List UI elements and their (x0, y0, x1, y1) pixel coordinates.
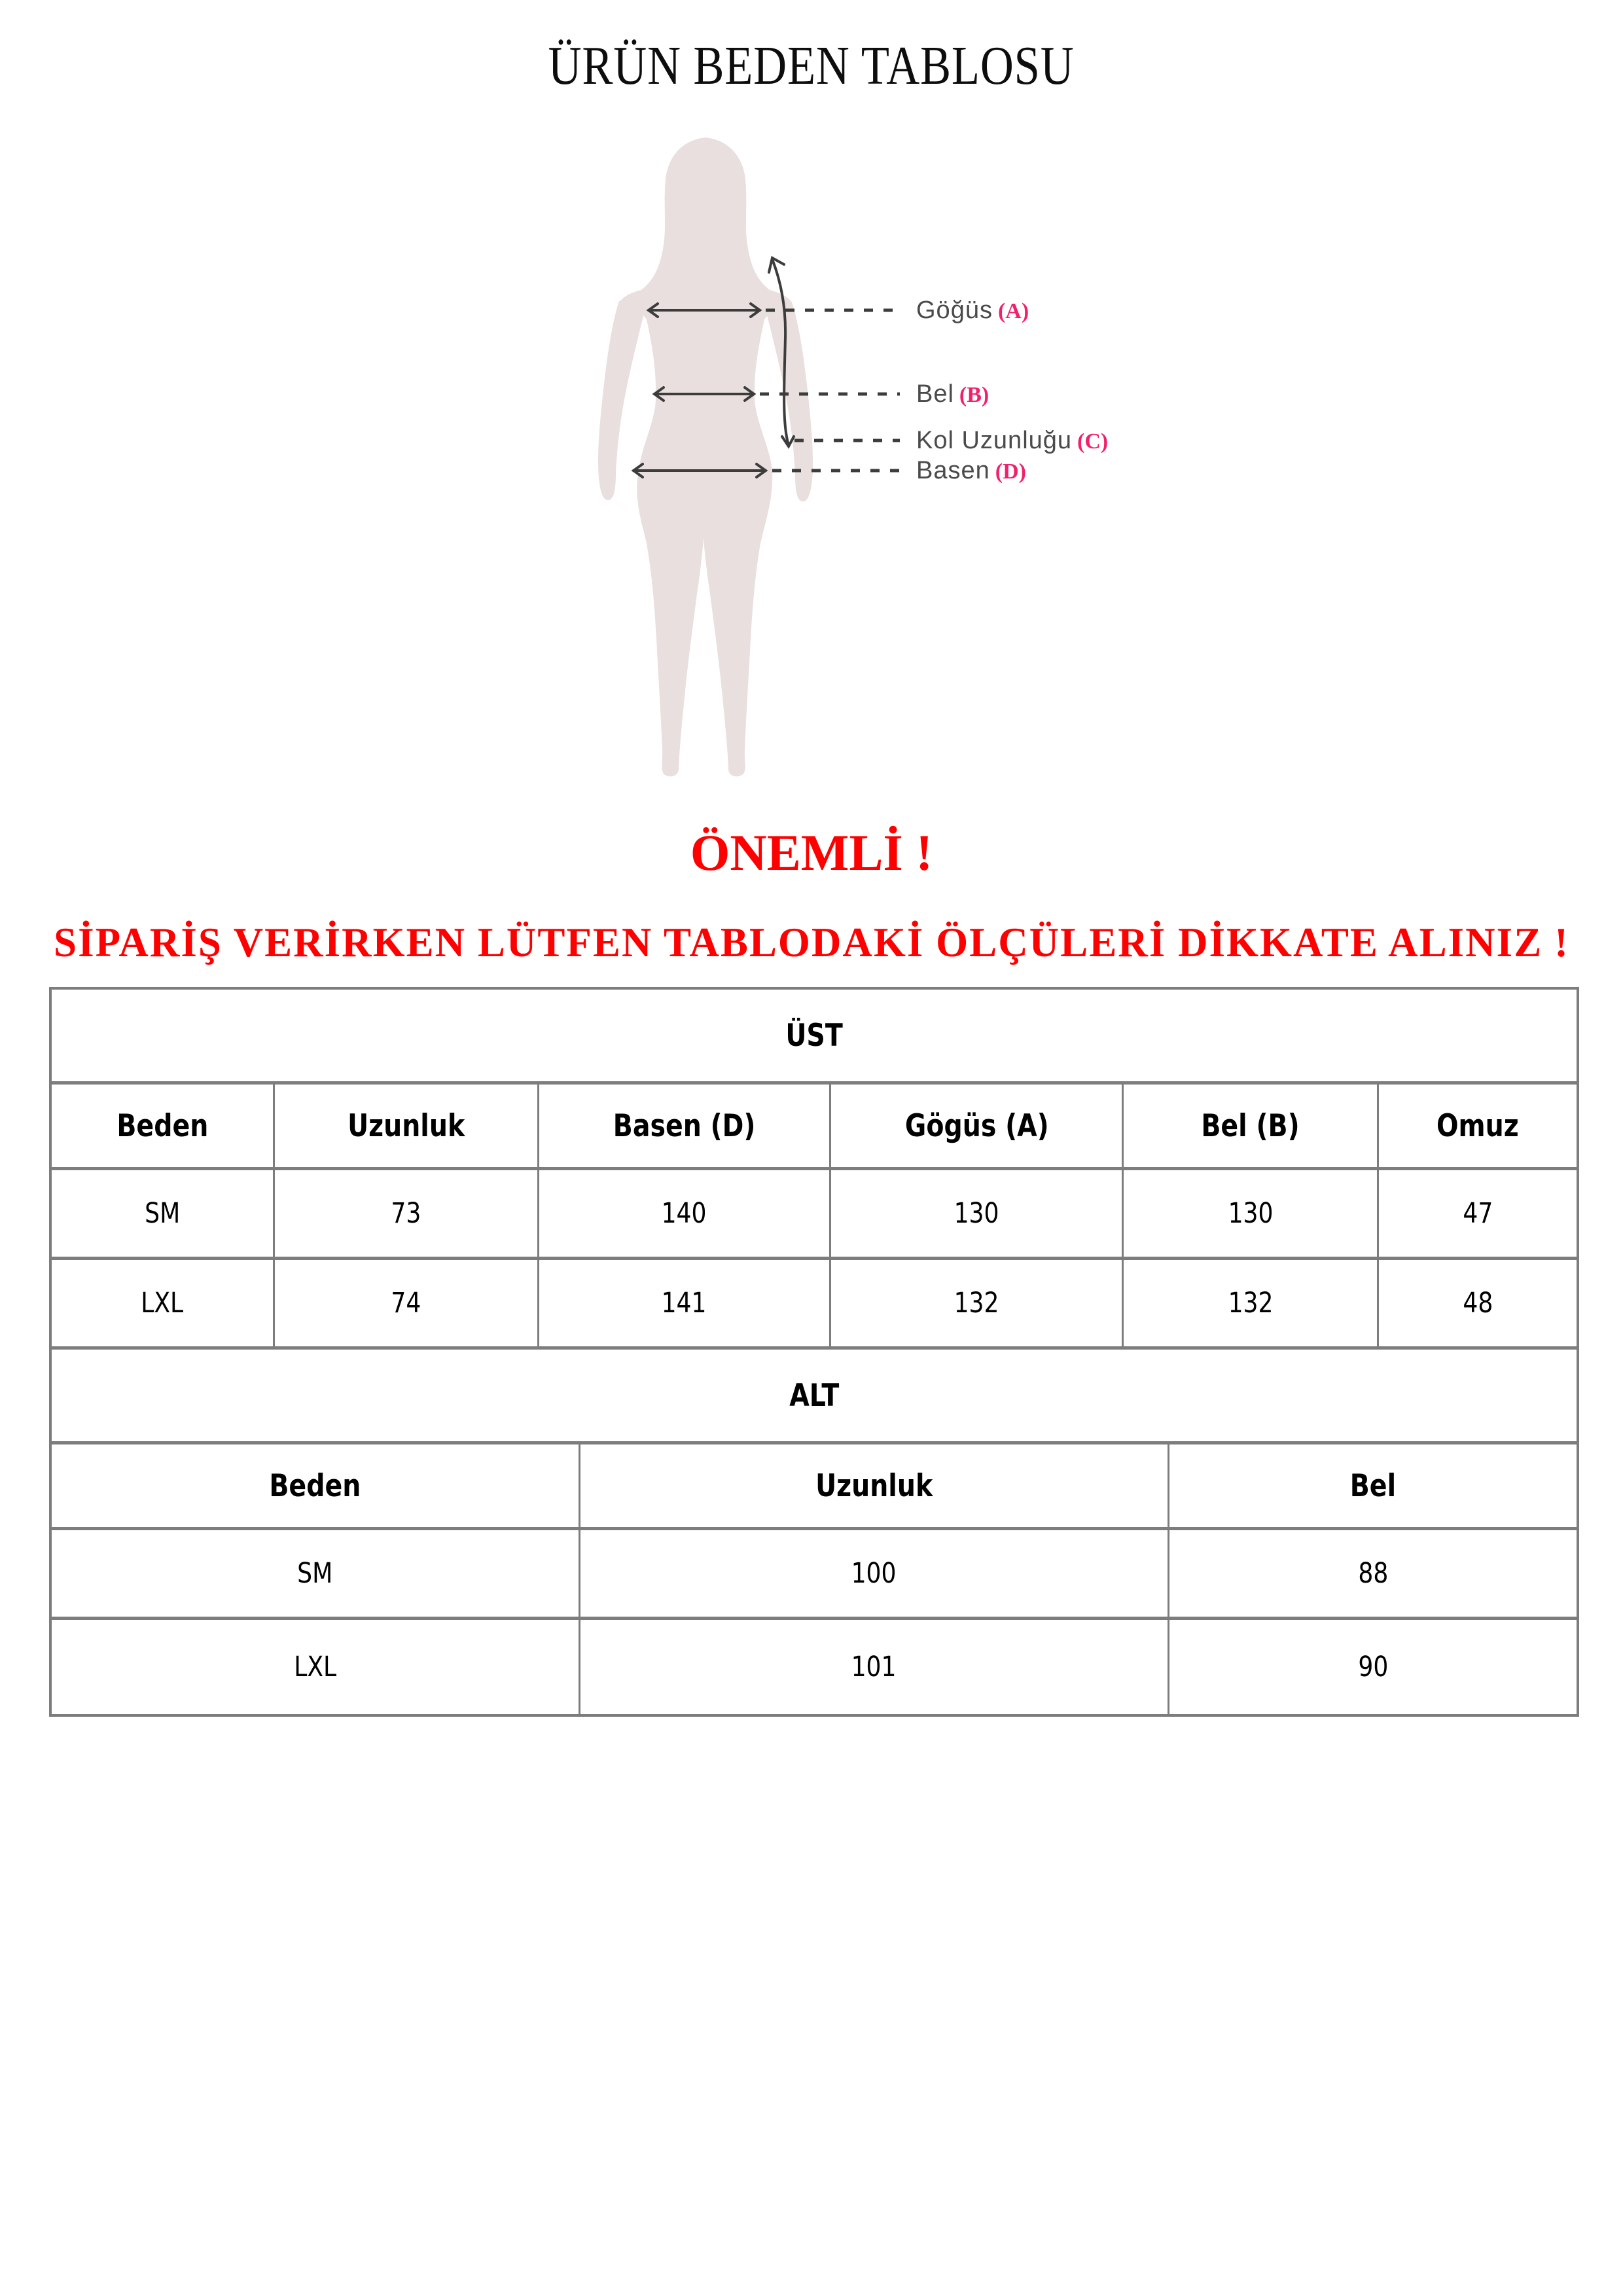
cell-ust-lxl-gogus: 132 (829, 1260, 1122, 1346)
label-hip (916, 456, 1026, 486)
label-waist-text: Bel (916, 380, 954, 408)
female-silhouette (598, 137, 813, 776)
cell-ust-lxl-bel: 132 (1122, 1260, 1377, 1346)
ust-section-title: ÜST (785, 1017, 843, 1054)
page-title-text: ÜRÜN BEDEN TABLOSU (548, 35, 1075, 96)
label-hip-letter: (D) (995, 459, 1026, 484)
label-chest (916, 295, 1029, 325)
cell-alt-sm-bel: 88 (1168, 1530, 1577, 1617)
cell-alt-lxl-bel: 90 (1168, 1620, 1577, 1714)
ust-section-row (52, 990, 1577, 1081)
cell-alt-lxl-uzunluk: 101 (579, 1620, 1168, 1714)
ust-col-gogus: Gögüs (A) (829, 1085, 1122, 1167)
ust-row-lxl (52, 1257, 1577, 1346)
warning-heading: ÖNEMLİ ! (690, 824, 933, 881)
cell-alt-lxl-beden: LXL (294, 1651, 336, 1683)
ust-col-omuz: Omuz (1377, 1085, 1577, 1167)
ust-col-bel: Bel (B) (1122, 1085, 1377, 1167)
cell-ust-sm-uzunluk: 73 (273, 1170, 537, 1257)
cell-ust-lxl-uzunluk: 74 (273, 1260, 537, 1346)
alt-col-uzunluk: Uzunluk (579, 1444, 1168, 1527)
alt-col-bel: Bel (1168, 1444, 1577, 1527)
alt-row-lxl (52, 1617, 1577, 1714)
label-hip-text: Basen (916, 457, 990, 484)
ust-header-row (52, 1081, 1577, 1167)
cell-ust-sm-omuz: 47 (1377, 1170, 1577, 1257)
alt-section-title: ALT (789, 1377, 840, 1414)
label-chest-text: Göğüs (916, 296, 993, 324)
alt-header-row (52, 1441, 1577, 1527)
cell-ust-sm-beden: SM (144, 1197, 180, 1230)
cell-ust-sm-gogus: 130 (829, 1170, 1122, 1257)
cell-ust-sm-bel: 130 (1122, 1170, 1377, 1257)
ust-col-uzunluk: Uzunluk (273, 1085, 537, 1167)
ust-col-beden: Beden (116, 1107, 208, 1144)
label-chest-letter: (A) (997, 299, 1029, 323)
cell-ust-lxl-omuz: 48 (1377, 1260, 1577, 1346)
cell-ust-sm-basen: 140 (537, 1170, 830, 1257)
cell-ust-lxl-basen: 141 (537, 1260, 830, 1346)
alt-col-beden: Beden (269, 1467, 361, 1504)
ust-row-sm (52, 1167, 1577, 1257)
cell-alt-sm-beden: SM (297, 1557, 333, 1590)
page-title (0, 34, 1623, 98)
warning-subheading: SİPARİŞ VERİRKEN LÜTFEN TABLODAKİ ÖLÇÜLERİ DİKKATE ALINIZ ! (54, 920, 1569, 965)
alt-section-row (52, 1346, 1577, 1441)
alt-row-sm (52, 1527, 1577, 1617)
label-waist-letter: (B) (959, 383, 990, 407)
label-waist (916, 379, 989, 409)
ust-col-basen: Basen (D) (537, 1085, 830, 1167)
cell-alt-sm-uzunluk: 100 (579, 1530, 1168, 1617)
cell-ust-lxl-beden: LXL (141, 1287, 184, 1319)
label-arm-length-letter: (C) (1077, 429, 1109, 454)
label-arm-length-text: Kol Uzunluğu (916, 427, 1073, 454)
size-table (49, 987, 1579, 1717)
label-arm-length (916, 425, 1108, 456)
